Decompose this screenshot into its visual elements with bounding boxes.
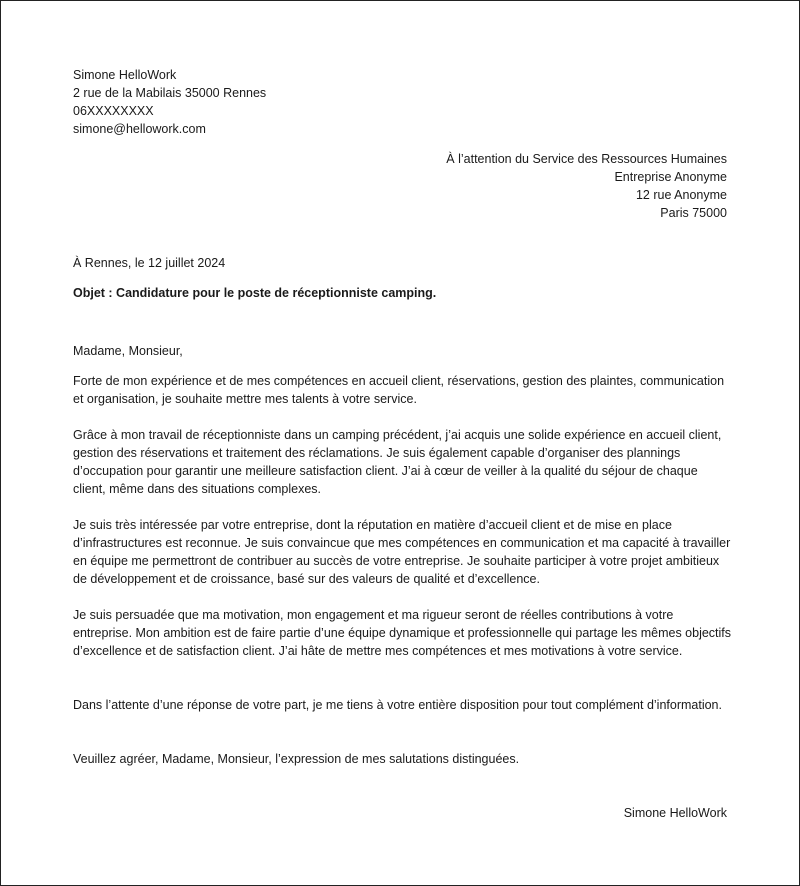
date-line: À Rennes, le 12 juillet 2024 (73, 256, 226, 270)
body-paragraph: Grâce à mon travail de réceptionniste dans un camping précédent, j’ai acquis une solide expérience en accueil client, gestion des réservations et traitement des réclamations. Je suis également capable d’organiser des plannings d’occupation pour garantir une meilleure satisfaction client. J’ai à cœur de veiller à la qualité du séjour de chaque client, même dans des situations complexes. (73, 428, 722, 496)
body-paragraph: Je suis très intéressée par votre entreprise, dont la réputation en matière d’accueil client et de mise en place d’infrastructures est reconnue. Je suis convaincue que mes compétences en communication et ma capacité à travailler en équipe me permettront de contribuer au succès de votre entreprise. Je souhaite participer à votre projet ambitieux de développement et de croissance, basé sur des valeurs de qualité et d’excellence. (73, 518, 731, 586)
sender-phone: 06XXXXXXXX (73, 104, 154, 118)
signature: Simone HelloWork (623, 806, 727, 820)
recipient-attention: À l’attention du Service des Ressources Humaines (446, 152, 727, 166)
salutation: Madame, Monsieur, (73, 344, 183, 358)
recipient-company: Entreprise Anonyme (614, 170, 727, 184)
recipient-street: 12 rue Anonyme (635, 188, 727, 202)
body-paragraph: Je suis persuadée que ma motivation, mon engagement et ma rigueur seront de réelles contributions à votre entreprise. Mon ambition est de faire partie d’une équipe dynamique et professionnelle qui partage les mêmes objectifs d’excellence et de satisfaction client. J’ai hâte de mettre mes compétences et mes motivations à votre service. (73, 608, 732, 658)
sender-email: simone@hellowork.com (73, 122, 206, 136)
sender-name: Simone HelloWork (73, 68, 177, 82)
subject-line: Objet : Candidature pour le poste de réceptionniste camping. (73, 286, 437, 300)
recipient-city: Paris 75000 (660, 206, 727, 220)
closing-paragraph: Veuillez agréer, Madame, Monsieur, l’expression de mes salutations distinguées. (73, 752, 520, 766)
sender-block (73, 66, 266, 138)
body-paragraph: Dans l’attente d’une réponse de votre part, je me tiens à votre entière disposition pour tout complément d’information. (73, 698, 722, 712)
body-paragraph: Forte de mon expérience et de mes compétences en accueil client, réservations, gestion des plaintes, communication et organisation, je souhaite mettre mes talents à votre service. (73, 374, 725, 406)
sender-address: 2 rue de la Mabilais 35000 Rennes (73, 86, 267, 100)
recipient-block (446, 150, 727, 222)
